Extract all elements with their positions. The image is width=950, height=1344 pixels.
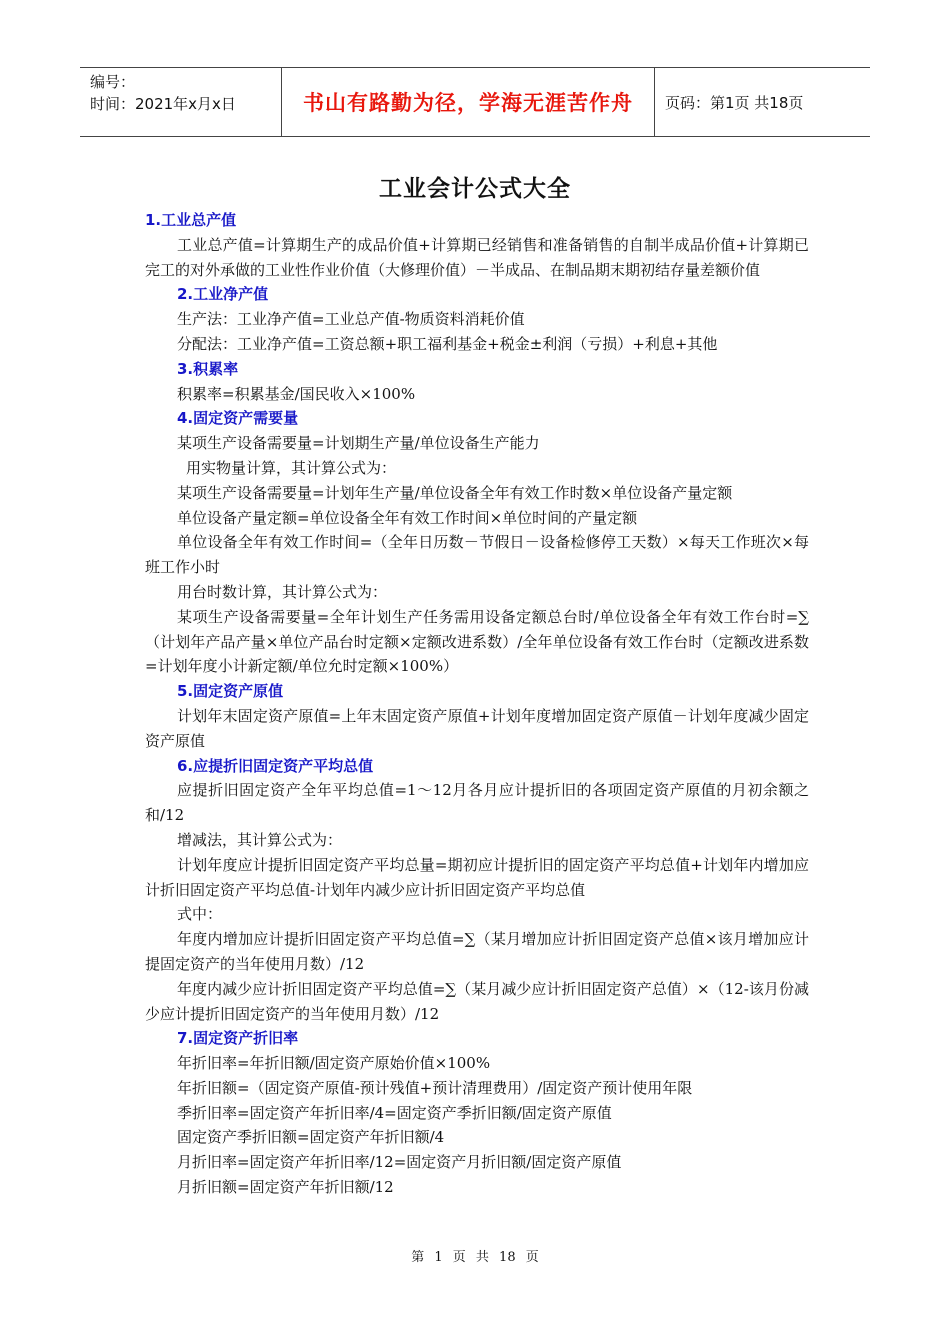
paragraph: 某项生产设备需要量=全年计划生产任务需用设备定额总台时/单位设备全年有效工作台时=∑（计划年产品产量×单位产品台时定额×定额改进系数）/全年单位设备有效工作台时（定额改进系数=计划年度小计新定额/单位允时定额×100%） [145, 607, 809, 676]
motto-banner: 书山有路勤为径，学海无涯苦作舟 [282, 68, 655, 136]
paragraph: 用台时数计算，其计算公式为： [177, 582, 388, 601]
paragraph: 生产法：工业净产值=工业总产值-物质资料消耗价值 [177, 310, 525, 329]
paragraph: 固定资产季折旧额=固定资产年折旧额/4 [177, 1128, 445, 1147]
time-label: 时间：2021年x月x日 [90, 95, 236, 113]
serial-label: 编号： [90, 73, 136, 91]
paragraph: 增减法，其计算公式为： [177, 830, 343, 849]
section-heading: 3.积累率 [177, 359, 239, 378]
paragraph: 计划年度应计提折旧固定资产平均总量=期初应计提折旧的固定资产平均总值+计划年内增加应计折旧固定资产平均总值-计划年内减少应计折旧固定资产平均总值 [145, 855, 809, 899]
paragraph: 年度内减少应计折旧固定资产平均总值=∑（某月减少应计折旧固定资产总值）×（12-该月份减少应计提折旧固定资产的当年使用月数）/12 [145, 979, 809, 1023]
paragraph: 季折旧率=固定资产年折旧率/4=固定资产季折旧额/固定资产原值 [177, 1103, 612, 1122]
section-heading: 1.工业总产值 [145, 211, 237, 229]
page-title: 工业会计公式大全 [379, 176, 571, 202]
paragraph: 积累率=积累基金/国民收入×100% [177, 384, 416, 403]
paragraph: 分配法：工业净产值=工资总额+职工福利基金+税金±利润（亏损）+利息+其他 [177, 334, 718, 353]
page-number-label: 页码：第1页 共18页 [665, 93, 804, 112]
paragraph: 工业总产值=计算期生产的成品价值+计算期已经销售和准备销售的自制半成品价值+计算期已完工的对外承做的工业性作业价值（大修理价值）－半成品、在制品期末期初结存量差额价值 [145, 235, 809, 279]
paragraph: 年度内增加应计提折旧固定资产平均总值=∑（某月增加应计折旧固定资产总值×该月增加应计提固定资产的当年使用月数）/12 [145, 930, 809, 973]
section-heading: 4.固定资产需要量 [177, 409, 299, 428]
paragraph: 用实物量计算，其计算公式为： [186, 458, 397, 477]
paragraph: 月折旧额=固定资产年折旧额/12 [177, 1178, 394, 1197]
paragraph: 年折旧率=年折旧额/固定资产原始价值×100% [177, 1054, 491, 1073]
document-body [145, 208, 809, 1200]
paragraph: 某项生产设备需要量=计划期生产量/单位设备生产能力 [177, 434, 540, 453]
section-heading: 6.应提折旧固定资产平均总值 [177, 756, 374, 775]
document-header [80, 67, 870, 137]
paragraph: 年折旧额=（固定资产原值-预计残值+预计清理费用）/固定资产预计使用年限 [177, 1078, 693, 1097]
paragraph: 计划年末固定资产原值=上年末固定资产原值+计划年度增加固定资产原值－计划年度减少固定资产原值 [145, 706, 809, 750]
paragraph: 单位设备全年有效工作时间=（全年日历数－节假日－设备检修停工天数）×每天工作班次×每班工作小时 [145, 533, 809, 577]
page-footer: 第 1 页 共 18 页 [411, 1250, 539, 1265]
section-heading: 2.工业净产值 [177, 285, 269, 304]
paragraph: 月折旧率=固定资产年折旧率/12=固定资产月折旧额/固定资产原值 [177, 1153, 622, 1172]
section-heading: 5.固定资产原值 [177, 682, 284, 701]
paragraph: 式中： [177, 905, 223, 924]
header-meta [80, 68, 282, 136]
paragraph: 某项生产设备需要量=计划年生产量/单位设备全年有效工作时数×单位设备产量定额 [177, 483, 733, 502]
paragraph: 应提折旧固定资产全年平均总值=1～12月各月应计提折旧的各项固定资产原值的月初余额之和/12 [145, 781, 809, 825]
paragraph: 单位设备产量定额=单位设备全年有效工作时间×单位时间的产量定额 [177, 508, 638, 527]
section-heading: 7.固定资产折旧率 [177, 1029, 299, 1048]
